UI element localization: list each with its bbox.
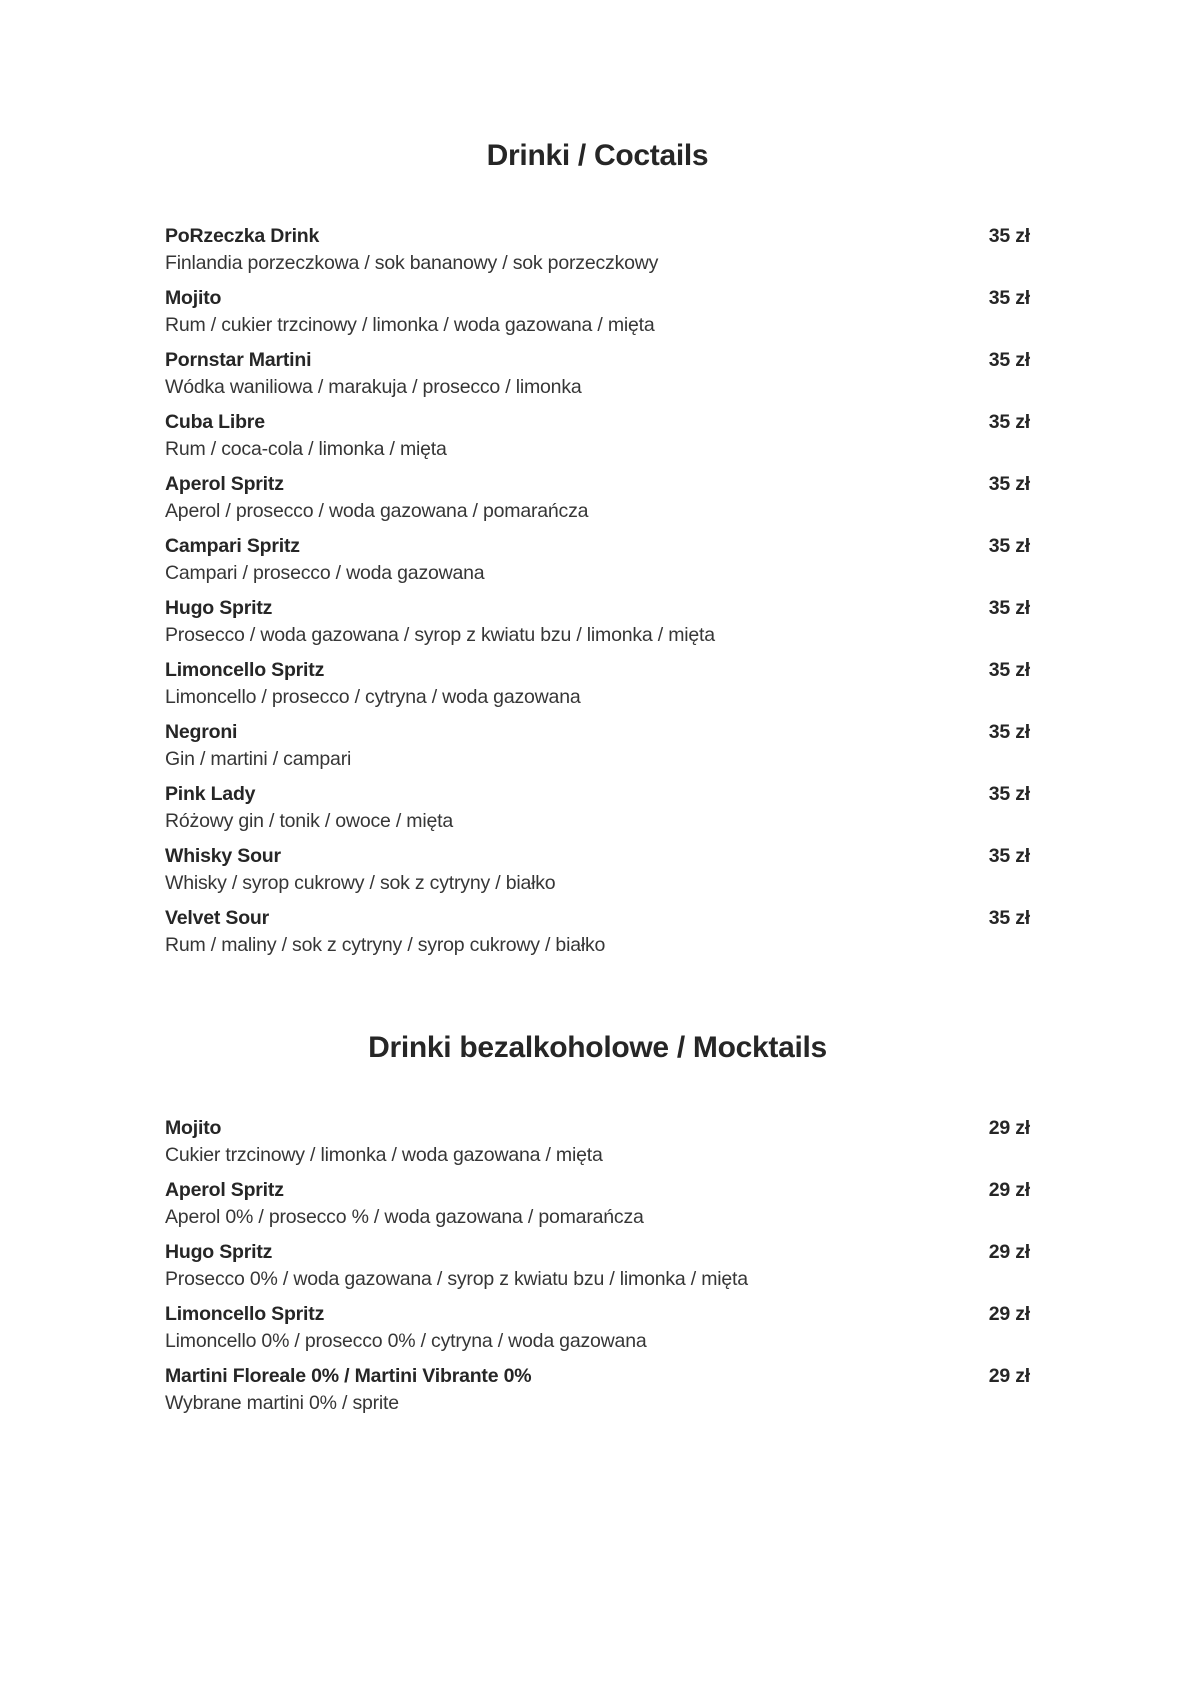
item-name: Pornstar Martini: [165, 349, 312, 371]
menu-item-row: [165, 594, 1030, 622]
menu-item-row: [165, 470, 1030, 498]
menu-item-row: [165, 842, 1030, 870]
item-price: 35 zł: [988, 907, 1030, 929]
menu-item-row: [165, 1114, 1030, 1142]
item-name: Campari Spritz: [165, 535, 300, 557]
section-cocktails: [165, 138, 1030, 958]
item-description: Rum / maliny / sok z cytryny / syrop cukrowy / białko: [165, 934, 606, 956]
menu-item: [165, 656, 1030, 710]
item-name: Aperol Spritz: [165, 473, 284, 495]
menu-item: [165, 1362, 1030, 1416]
menu-item: [165, 1176, 1030, 1230]
section-title-mocktails: Drinki bezalkoholowe / Mocktails: [368, 1031, 827, 1064]
menu-item: [165, 904, 1030, 958]
item-name: Mojito: [165, 287, 222, 309]
item-description: Aperol 0% / prosecco % / woda gazowana / pomarańcza: [165, 1206, 644, 1228]
menu-item-list: [165, 222, 1030, 958]
item-name: Negroni: [165, 721, 238, 743]
menu-item: [165, 1238, 1030, 1292]
menu-item-row: [165, 718, 1030, 746]
item-name: Martini Floreale 0% / Martini Vibrante 0%: [165, 1365, 532, 1387]
menu-item-list: [165, 1114, 1030, 1416]
item-description: Wybrane martini 0% / sprite: [165, 1392, 399, 1414]
item-description: Wódka waniliowa / marakuja / prosecco / limonka: [165, 376, 582, 398]
menu-item: [165, 594, 1030, 648]
item-description: Limoncello 0% / prosecco 0% / cytryna / woda gazowana: [165, 1330, 647, 1352]
item-name: Hugo Spritz: [165, 1241, 273, 1263]
menu-item-row: [165, 1238, 1030, 1266]
item-name: Pink Lady: [165, 783, 256, 805]
menu-item-row: [165, 1300, 1030, 1328]
menu-item-row: [165, 904, 1030, 932]
menu-item-row: [165, 1362, 1030, 1390]
item-price: 35 zł: [988, 721, 1030, 743]
item-price: 35 zł: [988, 845, 1030, 867]
item-price: 35 zł: [988, 225, 1030, 247]
menu-item-row: [165, 346, 1030, 374]
item-price: 35 zł: [988, 473, 1030, 495]
item-price: 35 zł: [988, 659, 1030, 681]
menu-item: [165, 1300, 1030, 1354]
item-price: 35 zł: [988, 349, 1030, 371]
item-description: Prosecco 0% / woda gazowana / syrop z kwiatu bzu / limonka / mięta: [165, 1268, 748, 1290]
menu-item-row: [165, 408, 1030, 436]
menu-item: [165, 1114, 1030, 1168]
item-description: Campari / prosecco / woda gazowana: [165, 562, 485, 584]
menu-item: [165, 780, 1030, 834]
item-price: 35 zł: [988, 535, 1030, 557]
section-mocktails: [165, 1030, 1030, 1416]
item-price: 35 zł: [988, 411, 1030, 433]
item-name: Mojito: [165, 1117, 222, 1139]
item-description: Różowy gin / tonik / owoce / mięta: [165, 810, 453, 832]
item-price: 29 zł: [988, 1303, 1030, 1325]
item-name: Whisky Sour: [165, 845, 281, 867]
item-description: Whisky / syrop cukrowy / sok z cytryny / białko: [165, 872, 556, 894]
item-description: Prosecco / woda gazowana / syrop z kwiatu bzu / limonka / mięta: [165, 624, 715, 646]
menu-item: [165, 718, 1030, 772]
item-description: Rum / coca-cola / limonka / mięta: [165, 438, 447, 460]
item-price: 29 zł: [988, 1241, 1030, 1263]
item-price: 29 zł: [988, 1365, 1030, 1387]
item-price: 29 zł: [988, 1117, 1030, 1139]
item-price: 35 zł: [988, 287, 1030, 309]
item-price: 35 zł: [988, 597, 1030, 619]
menu-item-row: [165, 532, 1030, 560]
menu-item-row: [165, 1176, 1030, 1204]
menu-item: [165, 222, 1030, 276]
menu-item: [165, 470, 1030, 524]
menu-item: [165, 842, 1030, 896]
item-name: Cuba Libre: [165, 411, 265, 433]
menu-content: [165, 0, 1030, 1416]
item-name: Hugo Spritz: [165, 597, 273, 619]
menu-item: [165, 408, 1030, 462]
menu-item: [165, 346, 1030, 400]
menu-item-row: [165, 222, 1030, 250]
item-price: 29 zł: [988, 1179, 1030, 1201]
menu-item-row: [165, 780, 1030, 808]
section-title-cocktails: Drinki / Coctails: [486, 139, 709, 172]
menu-item: [165, 284, 1030, 338]
item-price: 35 zł: [988, 783, 1030, 805]
item-name: Aperol Spritz: [165, 1179, 284, 1201]
item-name: Velvet Sour: [165, 907, 270, 929]
item-description: Finlandia porzeczkowa / sok bananowy / sok porzeczkowy: [165, 252, 659, 274]
item-description: Rum / cukier trzcinowy / limonka / woda gazowana / mięta: [165, 314, 655, 336]
item-description: Cukier trzcinowy / limonka / woda gazowana / mięta: [165, 1144, 603, 1166]
item-description: Gin / martini / campari: [165, 748, 352, 770]
menu-item-row: [165, 656, 1030, 684]
item-name: Limoncello Spritz: [165, 1303, 325, 1325]
item-description: Aperol / prosecco / woda gazowana / pomarańcza: [165, 500, 589, 522]
menu-item-row: [165, 284, 1030, 312]
menu-item: [165, 532, 1030, 586]
item-name: PoRzeczka Drink: [165, 225, 320, 247]
item-description: Limoncello / prosecco / cytryna / woda gazowana: [165, 686, 581, 708]
item-name: Limoncello Spritz: [165, 659, 325, 681]
